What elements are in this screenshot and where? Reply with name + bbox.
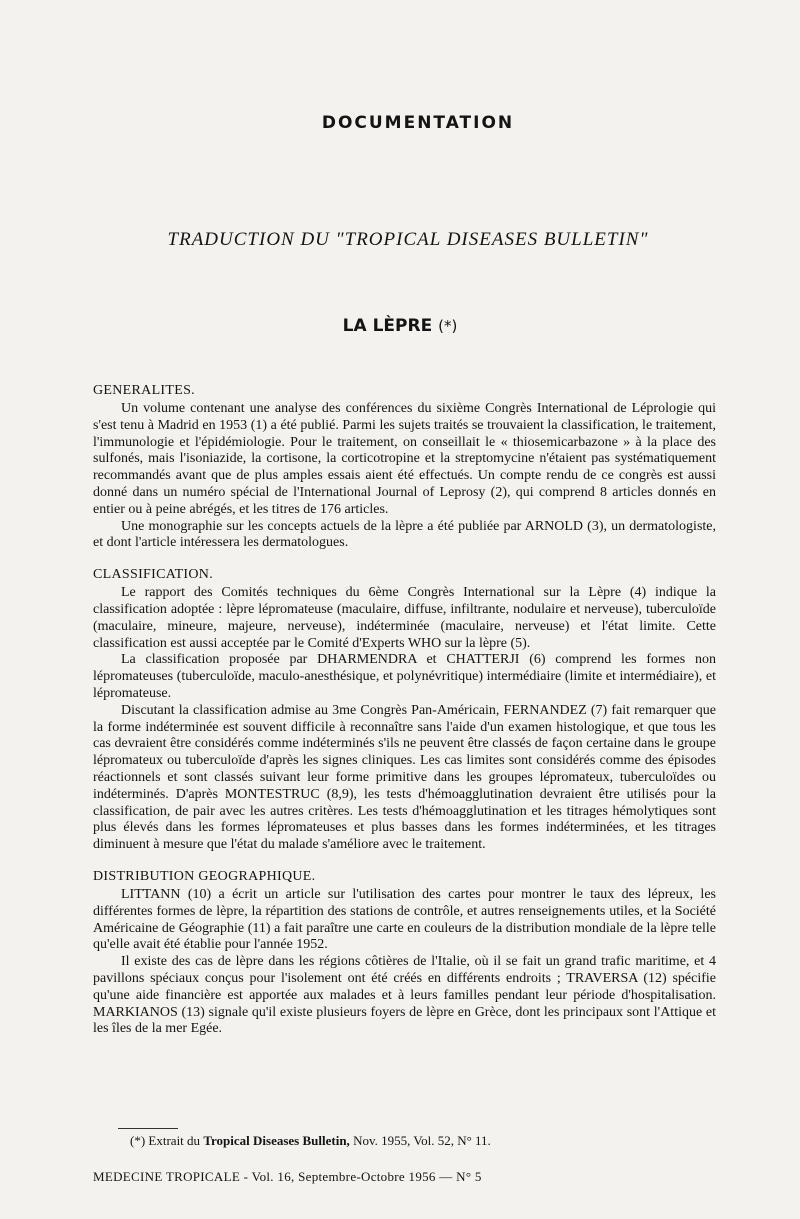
page-footer: MEDECINE TROPICALE - Vol. 16, Septembre-Octobre 1956 — N° 5 bbox=[93, 1169, 482, 1184]
article-body bbox=[93, 382, 716, 1052]
paragraph: Il existe des cas de lèpre dans les régions côtières de l'Italie, où il se fait un grand trafic maritime, et 4 pavillons spéciaux conçus pour l'isolement ont été créés en différents endroits ; TRAVERSA (12) spécifie qu'une aide financière est apportée aux malades et à leurs familles pendant leur période d'hospitalisation. MARKIANOS (13) signale qu'il existe plusieurs foyers de lèpre en Grèce, dont les principaux sont l'Attique et les îles de la mer Egée. bbox=[93, 954, 716, 1037]
section-heading: DISTRIBUTION GEOGRAPHIQUE. bbox=[93, 868, 316, 884]
section-distribution bbox=[93, 868, 716, 1038]
paragraph: La classification proposée par DHARMENDRA et CHATTERJI (6) comprend les formes non lépromateuses (tuberculoïde, maculo-anesthésique, et polynévritique) intermédiaire (limite et intermédiaire), et lépromateuse. bbox=[93, 652, 716, 701]
paragraph: Une monographie sur les concepts actuels de la lèpre a été publiée par ARNOLD (3), un dermatologiste, et dont l'article intéressera les dermatologues. bbox=[93, 518, 716, 551]
footnote-mark: (*) bbox=[130, 1133, 146, 1148]
section-heading: CLASSIFICATION. bbox=[93, 567, 214, 583]
paragraph: LITTANN (10) a écrit un article sur l'utilisation des cartes pour montrer le taux des lépreux, les différentes formes de lèpre, la répartition des stations de contrôle, et autres renseignements utiles, et la Société Américaine de Géographie (11) a fait paraître une carte en couleurs de la distribution mondiale de la lèpre telle qu'elle avait été établie pour l'année 1952. bbox=[93, 886, 716, 953]
section-generalites bbox=[93, 382, 716, 552]
paragraph: Un volume contenant une analyse des conférences du sixième Congrès International de Léprologie qui s'est tenu à Madrid en 1953 (1) a été publié. Parmi les sujets traités se trouvaient la classification, le traitement, l'immunologie et l'épidémiologie. Pour le traitement, on conseillait le « thiosemicarbazone » à la place des sulfonés, mais l'isoniazide, la cortisone, la corticotropine et la streptomycine n'étaient pas systématiquement recommandés avant que de plus amples essais aient été effectués. Un compte rendu de ce congrès est aussi donné dans un numéro spécial de l'International Journal of Leprosy (2), qui comprend 8 articles donnés en entier ou à peine abrégés, et les titres de 176 articles. bbox=[93, 401, 716, 517]
footnote-divider bbox=[118, 1128, 178, 1129]
footnote bbox=[130, 1133, 491, 1149]
title-text: LA LÈPRE bbox=[342, 316, 433, 336]
paragraph: Le rapport des Comités techniques du 6ème Congrès International sur la Lèpre (4) indique la classification adoptée : lèpre lépromateuse (maculaire, diffuse, infiltrante, nodulaire et nerveuse), tuberculoïde (maculaire, mineure, majeure, nerveuse), indéterminée (maculaire, nerveuse) et l'état limite. Cette classification est aussi acceptée par le Comité d'Experts WHO sur la lèpre (5). bbox=[93, 585, 716, 651]
footnote-detail: Nov. 1955, Vol. 52, N° 11. bbox=[353, 1133, 491, 1148]
document-title bbox=[0, 316, 800, 336]
document-subtitle: TRADUCTION DU "TROPICAL DISEASES BULLETIN" bbox=[167, 229, 649, 250]
section-heading: GENERALITES. bbox=[93, 383, 195, 398]
paragraph: Discutant la classification admise au 3me Congrès Pan-Américain, FERNANDEZ (7) fait remarquer que la forme indéterminée est souvent difficile à reconnaître sans l'aide d'un examen histologique, et que tous les cas devraient être considérés comme indéterminés s'ils ne peuvent être classés de façon certaine dans le groupe lépromateux ou tuberculoïde d'après les signes cliniques. Les cas limites sont considérés comme des épisodes réactionnels et sont classés suivant leur forme primitive dans les groupes lépromateux, tuberculoïdes ou indéterminés. D'après MONTESTRUC (8,9), les tests d'hémoagglutination devraient être utilisés pour la classification, de pair avec les autres critères. Les tests d'hémoagglutination et les titrages hémolytiques sont plus élevés dans les formes lépromateuses et plus basses dans les formes indéterminées, et les titrages diminuent à mesure que l'état du malade s'améliore avec le traitement. bbox=[93, 702, 716, 853]
section-kicker: DOCUMENTATION bbox=[321, 113, 515, 133]
footnote-source: Tropical Diseases Bulletin, bbox=[203, 1133, 350, 1148]
title-footnote-mark: (*) bbox=[438, 317, 458, 335]
footnote-prefix: Extrait du bbox=[148, 1133, 201, 1148]
section-classification bbox=[93, 566, 716, 854]
